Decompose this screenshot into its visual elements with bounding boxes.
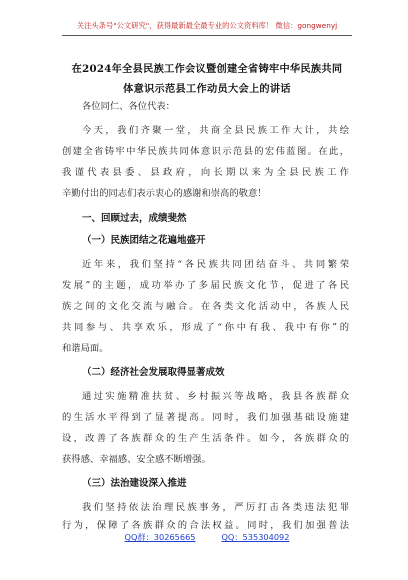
header-notice: 关注头条号"公文研究"，获得最新最全最专业的公文资料库！ 微信：gongwenyj	[76, 21, 338, 30]
document-title-line-2: 体意识示范县工作动员大会上的讲话	[123, 83, 291, 95]
paragraph-line: 的生活水平得到了显著提高。同时，我们加强基础设施建	[62, 412, 349, 423]
footer-contact	[62, 532, 352, 543]
paragraph-line: 近年来，我们坚持“各民族共同团结奋斗、共同繁荣	[82, 259, 349, 270]
paragraph-line: 发展”的主题，成功举办了多届民族文化节，促进了各民	[62, 280, 349, 291]
subsection-heading: （一）民族团结之花遍地盛开	[82, 235, 206, 246]
document-title-line-1: 在2024年全县民族工作会议暨创建全省铸牢中华民族共同	[71, 63, 343, 75]
paragraph-line: 共同参与、共享欢乐，形成了“你中有我、我中有你”的	[62, 322, 349, 333]
paragraph-line: 族之间的文化交流与融合。在各类文化活动中，各族人民	[62, 301, 349, 312]
paragraph-line: 和谐局面。	[62, 343, 109, 354]
salutation: 各位同仁、各位代表：	[82, 101, 175, 112]
footer-qq[interactable]: QQ：535304092	[221, 532, 290, 542]
footer-qq-group[interactable]: QQ群：30265665	[124, 532, 196, 542]
paragraph-line: 辛勤付出的同志们表示衷心的感谢和崇高的敬意！	[62, 188, 267, 199]
paragraph-line: 我们坚持依法治理民族事务，严厉打击各类违法犯罪	[82, 502, 349, 513]
paragraph-line: 获得感、幸福感、安全感不断增强。	[62, 454, 211, 465]
subsection-heading: （二）经济社会发展取得显著成效	[82, 367, 225, 378]
paragraph-line: 创建全省铸牢中华民族共同体意识示范县的宏伟蓝图。在此，	[62, 146, 349, 157]
paragraph-line: 行为，保障了各族群众的合法权益。同时，我们加强普法	[62, 520, 349, 531]
paragraph-line: 我谨代表县委、县政府，向长期以来为全县民族工作	[62, 167, 349, 178]
subsection-heading: （三）法治建设深入推进	[82, 478, 187, 489]
paragraph-line: 设，改善了各族群众的生产生活条件。如今，各族群众的	[62, 433, 349, 444]
header-divider	[62, 35, 352, 36]
section-heading: 一、回顾过去，成绩斐然	[82, 213, 187, 224]
paragraph-line: 今天，我们齐聚一堂，共商全县民族工作大计，共绘	[82, 125, 349, 136]
paragraph-line: 通过实施精准扶贫、乡村振兴等战略，我县各族群众	[82, 391, 349, 402]
